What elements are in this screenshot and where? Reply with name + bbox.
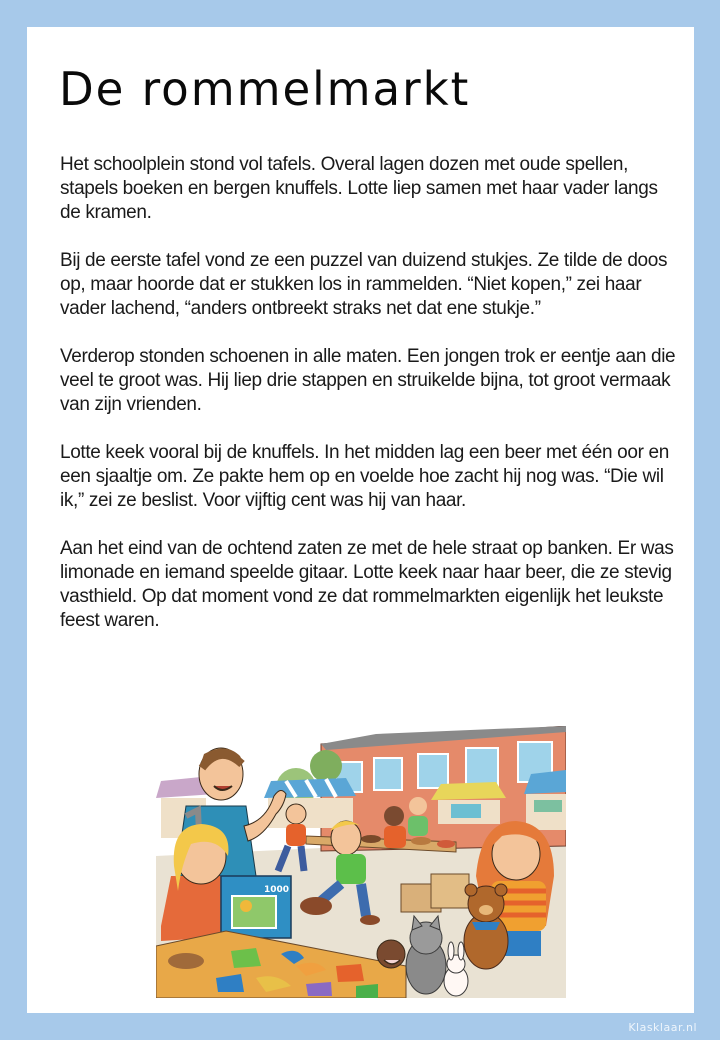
market-stall-right: [524, 770, 566, 830]
toddler: [377, 940, 405, 968]
cardboard-box: [431, 874, 469, 908]
page-title: De rommelmarkt: [59, 62, 471, 116]
puzzle-box: [221, 876, 291, 938]
footer-brand: Klasklaar.nl: [628, 1021, 697, 1034]
market-stall-yellow: [431, 782, 506, 824]
teddy-bear: [464, 884, 508, 969]
oversized-shoe: [300, 897, 332, 915]
worksheet-card: [27, 27, 694, 1013]
story-paragraph-5: Aan het eind van de ochtend zaten ze met de hele straat op banken. Er was limonade en iemand speelde gitaar. Lotte keek naar haar beer, die ze stevig vasthield. Op dat moment vond ze dat rommelmarkten eigenlijk het leukste feest waren.: [60, 538, 674, 631]
grey-cat-plush: [406, 916, 446, 994]
child-background: [384, 806, 406, 848]
story-text: [60, 153, 680, 657]
puzzle-box-label: 1000: [264, 885, 290, 895]
story-paragraph-4: Lotte keek vooral bij de knuffels. In het midden lag een beer met één oor en een sjaaltje om. Ze pakte hem op en voelde hoe zacht hij nog was. “Die wil ik,” zei ze beslist. Voor vijftig cent was hij van haar.: [60, 442, 669, 511]
story-paragraph-3: Verderop stonden schoenen in alle maten. Een jongen trok er eentje aan die veel te groot was. Hij liep drie stappen en struikelde bijna, tot groot vermaak van zijn vrienden.: [60, 346, 676, 415]
story-paragraph-1: Het schoolplein stond vol tafels. Overal lagen dozen met oude spellen, stapels boeken en bergen knuffels. Lotte liep samen met haar vader langs de kramen.: [60, 154, 658, 223]
tree: [310, 750, 342, 782]
story-paragraph-2: Bij de eerste tafel vond ze een puzzel van duizend stukjes. Ze tilde de doos op, maar hoorde dat er stukken los in rammelden. “Niet kopen,” zei haar vader lachend, “anders ontbreekt straks net dat ene stukje.”: [60, 250, 668, 319]
flea-market-illustration: [156, 726, 566, 998]
child-background: [408, 797, 428, 836]
